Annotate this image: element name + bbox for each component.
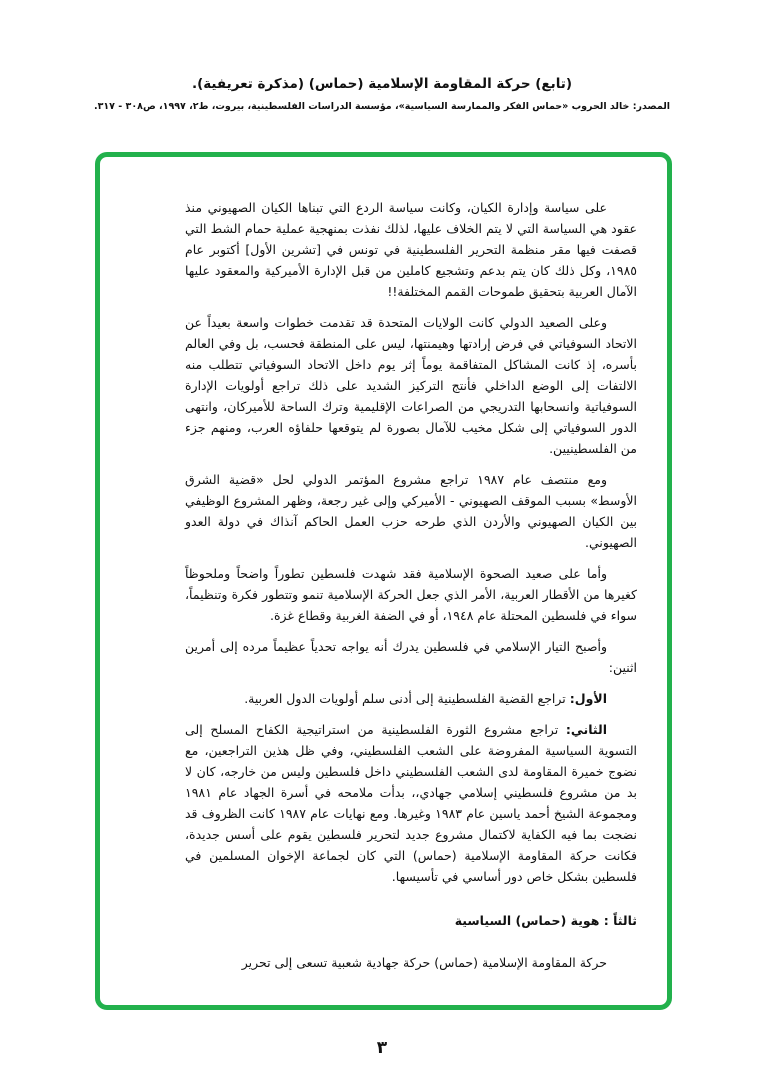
body-paragraph: وعلى الصعيد الدولي كانت الولايات المتحدة قد تقدمت خطوات واسعة بعيداً عن الاتحاد السوفياتي في فرض إرادتها وهيمنتها، ليس على المنطقة فحسب، بل وفي العالم بأسره، إذ كانت المشاكل المتفاقمة يوماً إثر يوم داخل الاتحاد السوفياتي تتطلب منه الالتفات إلى الوضع الداخلي فأنتج التركيز الشديد على ذلك تراجع أولويات الإدارة السوفياتية وانسحابها التدريجي من الصراعات الإقليمية وترك الساحة للأميركان، وانتهى الدور السوفياتي إلى شكل مخيب للآمال بصورة لم يتوقعها حلفاؤه العرب، ومنهم جزء من الفلسطينيين. [185, 315, 637, 456]
ordinal-paragraph-second [185, 719, 637, 887]
document-header [0, 76, 764, 112]
body-paragraph: وأصبح التيار الإسلامي في فلسطين يدرك أنه يواجه تحدياً عظيماً مرده إلى أمرين اثنين: [185, 639, 637, 675]
source-line: المصدر: خالد الحروب «حماس الفكر والممارسة السياسية»، مؤسسة الدراسات الفلسطينية، بيروت، ط٢، ١٩٩٧، ص٣٠٨ - ٣١٧. [93, 101, 671, 112]
ordinal-text: تراجع مشروع الثورة الفلسطينية من استراتيجية الكفاح المسلح إلى التسوية السياسية المفروضة على الشعب الفلسطيني، وفي ظل هذين التراجعين، مع نضوج خميرة المقاومة لدى الشعب الفلسطيني داخل فلسطين وليس من خارجه، كان لا بد من مشروع فلسطيني إسلامي جهادي،، بدأت ملامحه في أسرة الجهاد عام ١٩٨١ ومجموعة الشيخ أحمد ياسين عام ١٩٨٣ وغيرها. ومع نهايات عام ١٩٨٧ كانت الظروف قد نضجت بما فيه الكفاية لاكتمال مشروع جديد لتحرير فلسطين يقوم على أسس جديدة، فكانت حركة المقاومة الإسلامية (حماس) التي كان لجماعة الإخوان المسلمين في فلسطين بشكل خاص دور أساسي في تأسيسها. [185, 722, 638, 884]
body-paragraph: ومع منتصف عام ١٩٨٧ تراجع مشروع المؤتمر الدولي لحل «قضية الشرق الأوسط» بسبب الموقف الصهيوني - الأميركي وإلى غير رجعة، وظهر المشروع الوظيفي بين الكيان الصهيوني والأردن الذي طرحه حزب العمل الحاكم آنذاك في دولة العدو الصهيوني. [185, 472, 637, 550]
ordinal-label: الأول: [569, 691, 607, 706]
section-heading: ثالثاً : هوية (حماس) السياسية [454, 913, 637, 928]
ordinal-paragraph-first [185, 688, 637, 709]
body-paragraph: وأما على صعيد الصحوة الإسلامية فقد شهدت فلسطين تطوراً واضحاً وملحوظاً كغيرها من الأقطار العربية، الأمر الذي جعل الحركة الإسلامية تنمو وتتطور فكرة وتنظيماً، سواء في فلسطين المحتلة عام ١٩٤٨، أو في الضفة الغربية وقطاع غزة. [185, 566, 637, 623]
document-title: (تابع) حركة المقاومة الإسلامية (حماس) (مذكرة تعريفية). [191, 76, 573, 92]
ordinal-text: تراجع القضية الفلسطينية إلى أدنى سلم أولويات الدول العربية. [244, 691, 566, 706]
page-number: ٣ [376, 1038, 388, 1058]
content-frame [95, 152, 672, 1010]
body-paragraph: على سياسة وإدارة الكيان، وكانت سياسة الردع التي تبناها الكيان الصهيوني منذ عقود هي السياسة التي لا يتم الخلاف عليها، لذلك نفذت بمنهجية عملية حمام الشط التي قصفت فيها مقر منظمة التحرير الفلسطينية في تونس في [تشرين الأول] أكتوبر عام ١٩٨٥، وكل ذلك كان يتم بدعم وتشجيع كاملين من قبل الإدارة الأميركية والمعقود عليها الآمال العربية بتحقيق طموحات القمم المختلفة!! [185, 200, 637, 299]
ordinal-label: الثاني: [565, 722, 607, 737]
closing-paragraph: حركة المقاومة الإسلامية (حماس) حركة جهادية شعبية تسعى إلى تحرير [241, 955, 607, 970]
